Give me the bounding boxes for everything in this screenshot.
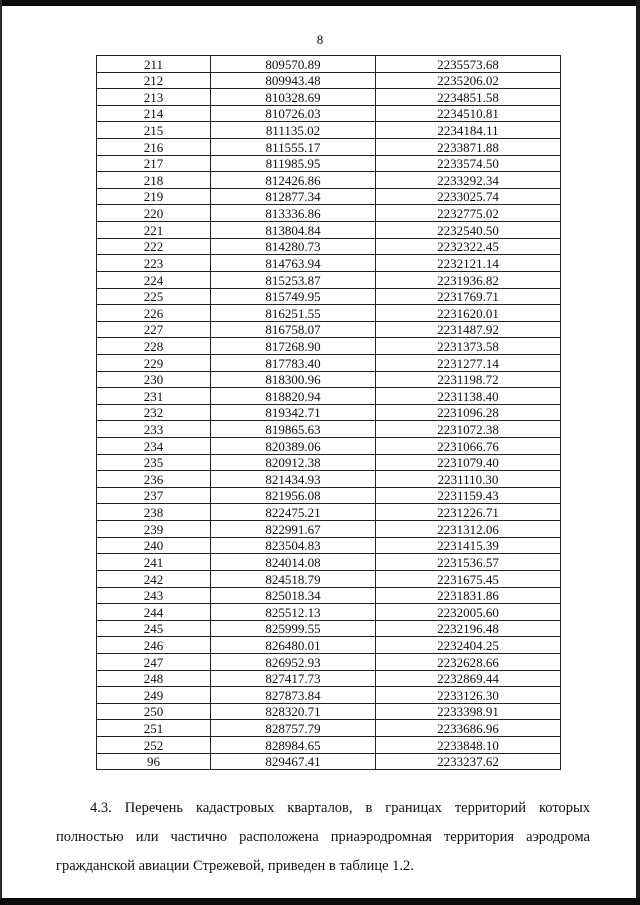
y-coordinate-cell: 2231096.28 <box>376 404 561 421</box>
scan-border-bottom <box>0 898 640 905</box>
y-coordinate-cell: 2231110.30 <box>376 471 561 488</box>
table-row <box>97 487 561 504</box>
point-number-cell: 226 <box>97 305 211 322</box>
y-coordinate-cell: 2231415.39 <box>376 537 561 554</box>
y-coordinate-cell: 2233292.34 <box>376 172 561 189</box>
y-coordinate-cell: 2233848.10 <box>376 736 561 753</box>
x-coordinate-cell: 809943.48 <box>211 72 376 89</box>
scan-border-right <box>636 0 640 905</box>
x-coordinate-cell: 809570.89 <box>211 56 376 73</box>
table-row <box>97 687 561 704</box>
y-coordinate-cell: 2231620.01 <box>376 305 561 322</box>
point-number-cell: 237 <box>97 487 211 504</box>
point-number-cell: 243 <box>97 587 211 604</box>
table-row <box>97 105 561 122</box>
point-number-cell: 218 <box>97 172 211 189</box>
point-number-cell: 236 <box>97 471 211 488</box>
point-number-cell: 245 <box>97 620 211 637</box>
x-coordinate-cell: 815253.87 <box>211 271 376 288</box>
x-coordinate-cell: 824014.08 <box>211 554 376 571</box>
x-coordinate-cell: 825999.55 <box>211 620 376 637</box>
y-coordinate-cell: 2233574.50 <box>376 155 561 172</box>
x-coordinate-cell: 811555.17 <box>211 139 376 156</box>
point-number-cell: 214 <box>97 105 211 122</box>
table-row <box>97 670 561 687</box>
table-row <box>97 604 561 621</box>
y-coordinate-cell: 2232404.25 <box>376 637 561 654</box>
y-coordinate-cell: 2231066.76 <box>376 438 561 455</box>
point-number-cell: 211 <box>97 56 211 73</box>
y-coordinate-cell: 2231072.38 <box>376 421 561 438</box>
table-row <box>97 222 561 239</box>
x-coordinate-cell: 825018.34 <box>211 587 376 604</box>
table-row <box>97 570 561 587</box>
point-number-cell: 217 <box>97 155 211 172</box>
x-coordinate-cell: 821956.08 <box>211 487 376 504</box>
x-coordinate-cell: 820912.38 <box>211 454 376 471</box>
y-coordinate-cell: 2233686.96 <box>376 720 561 737</box>
x-coordinate-cell: 813336.86 <box>211 205 376 222</box>
point-number-cell: 215 <box>97 122 211 139</box>
point-number-cell: 216 <box>97 139 211 156</box>
table-row <box>97 371 561 388</box>
x-coordinate-cell: 827417.73 <box>211 670 376 687</box>
point-number-cell: 225 <box>97 288 211 305</box>
coordinates-table-body <box>97 56 561 770</box>
y-coordinate-cell: 2231487.92 <box>376 321 561 338</box>
x-coordinate-cell: 826480.01 <box>211 637 376 654</box>
y-coordinate-cell: 2231226.71 <box>376 504 561 521</box>
point-number-cell: 96 <box>97 753 211 770</box>
table-row <box>97 388 561 405</box>
y-coordinate-cell: 2233126.30 <box>376 687 561 704</box>
y-coordinate-cell: 2231675.45 <box>376 570 561 587</box>
point-number-cell: 224 <box>97 271 211 288</box>
table-row <box>97 404 561 421</box>
point-number-cell: 250 <box>97 703 211 720</box>
x-coordinate-cell: 817268.90 <box>211 338 376 355</box>
x-coordinate-cell: 814763.94 <box>211 255 376 272</box>
table-row <box>97 471 561 488</box>
table-row <box>97 753 561 770</box>
y-coordinate-cell: 2231769.71 <box>376 288 561 305</box>
table-row <box>97 736 561 753</box>
table-row <box>97 155 561 172</box>
table-row <box>97 587 561 604</box>
y-coordinate-cell: 2231831.86 <box>376 587 561 604</box>
y-coordinate-cell: 2231936.82 <box>376 271 561 288</box>
point-number-cell: 222 <box>97 238 211 255</box>
x-coordinate-cell: 824518.79 <box>211 570 376 587</box>
x-coordinate-cell: 811135.02 <box>211 122 376 139</box>
x-coordinate-cell: 822991.67 <box>211 521 376 538</box>
x-coordinate-cell: 811985.95 <box>211 155 376 172</box>
table-row <box>97 504 561 521</box>
table-row <box>97 305 561 322</box>
x-coordinate-cell: 817783.40 <box>211 354 376 371</box>
table-row <box>97 288 561 305</box>
point-number-cell: 212 <box>97 72 211 89</box>
x-coordinate-cell: 827873.84 <box>211 687 376 704</box>
point-number-cell: 227 <box>97 321 211 338</box>
x-coordinate-cell: 816758.07 <box>211 321 376 338</box>
scan-border-left <box>0 0 2 905</box>
x-coordinate-cell: 823504.83 <box>211 537 376 554</box>
y-coordinate-cell: 2231373.58 <box>376 338 561 355</box>
x-coordinate-cell: 812877.34 <box>211 188 376 205</box>
point-number-cell: 230 <box>97 371 211 388</box>
point-number-cell: 220 <box>97 205 211 222</box>
page-number: 8 <box>316 32 324 47</box>
y-coordinate-cell: 2235206.02 <box>376 72 561 89</box>
point-number-cell: 240 <box>97 537 211 554</box>
point-number-cell: 233 <box>97 421 211 438</box>
table-row <box>97 720 561 737</box>
table-row <box>97 172 561 189</box>
point-number-cell: 246 <box>97 637 211 654</box>
table-row <box>97 438 561 455</box>
point-number-cell: 229 <box>97 354 211 371</box>
point-number-cell: 244 <box>97 604 211 621</box>
table-row <box>97 354 561 371</box>
y-coordinate-cell: 2231198.72 <box>376 371 561 388</box>
table-row <box>97 653 561 670</box>
point-number-cell: 223 <box>97 255 211 272</box>
paragraph-text: 4.3. Перечень кадастровых кварталов, в границах территорий которых полностью или частично расположена приаэродромная территория аэродрома гражданской авиации Стрежевой, приведен в таблице 1.2. <box>56 800 590 874</box>
y-coordinate-cell: 2234184.11 <box>376 122 561 139</box>
x-coordinate-cell: 825512.13 <box>211 604 376 621</box>
point-number-cell: 242 <box>97 570 211 587</box>
y-coordinate-cell: 2232628.66 <box>376 653 561 670</box>
point-number-cell: 241 <box>97 554 211 571</box>
y-coordinate-cell: 2231138.40 <box>376 388 561 405</box>
x-coordinate-cell: 814280.73 <box>211 238 376 255</box>
y-coordinate-cell: 2233237.62 <box>376 753 561 770</box>
point-number-cell: 228 <box>97 338 211 355</box>
table-row <box>97 454 561 471</box>
table-row <box>97 72 561 89</box>
point-number-cell: 252 <box>97 736 211 753</box>
table-row <box>97 238 561 255</box>
x-coordinate-cell: 819865.63 <box>211 421 376 438</box>
y-coordinate-cell: 2232869.44 <box>376 670 561 687</box>
y-coordinate-cell: 2234510.81 <box>376 105 561 122</box>
table-row <box>97 338 561 355</box>
paragraph-4-3 <box>56 794 590 881</box>
table-row <box>97 703 561 720</box>
table-row <box>97 205 561 222</box>
table-row <box>97 637 561 654</box>
point-number-cell: 251 <box>97 720 211 737</box>
x-coordinate-cell: 819342.71 <box>211 404 376 421</box>
x-coordinate-cell: 816251.55 <box>211 305 376 322</box>
scan-border-top <box>0 0 640 6</box>
x-coordinate-cell: 821434.93 <box>211 471 376 488</box>
point-number-cell: 238 <box>97 504 211 521</box>
y-coordinate-cell: 2232121.14 <box>376 255 561 272</box>
table-row <box>97 122 561 139</box>
x-coordinate-cell: 820389.06 <box>211 438 376 455</box>
table-row <box>97 521 561 538</box>
y-coordinate-cell: 2233398.91 <box>376 703 561 720</box>
x-coordinate-cell: 818820.94 <box>211 388 376 405</box>
y-coordinate-cell: 2231159.43 <box>376 487 561 504</box>
table-row <box>97 537 561 554</box>
table-row <box>97 139 561 156</box>
point-number-cell: 249 <box>97 687 211 704</box>
coordinates-table <box>96 55 561 770</box>
point-number-cell: 247 <box>97 653 211 670</box>
x-coordinate-cell: 810328.69 <box>211 89 376 106</box>
x-coordinate-cell: 812426.86 <box>211 172 376 189</box>
x-coordinate-cell: 813804.84 <box>211 222 376 239</box>
table-row <box>97 321 561 338</box>
y-coordinate-cell: 2235573.68 <box>376 56 561 73</box>
y-coordinate-cell: 2232005.60 <box>376 604 561 621</box>
table-row <box>97 89 561 106</box>
point-number-cell: 248 <box>97 670 211 687</box>
table-row <box>97 188 561 205</box>
x-coordinate-cell: 828984.65 <box>211 736 376 753</box>
point-number-cell: 213 <box>97 89 211 106</box>
point-number-cell: 235 <box>97 454 211 471</box>
point-number-cell: 219 <box>97 188 211 205</box>
x-coordinate-cell: 826952.93 <box>211 653 376 670</box>
table-row <box>97 421 561 438</box>
x-coordinate-cell: 818300.96 <box>211 371 376 388</box>
y-coordinate-cell: 2233025.74 <box>376 188 561 205</box>
y-coordinate-cell: 2232540.50 <box>376 222 561 239</box>
y-coordinate-cell: 2231079.40 <box>376 454 561 471</box>
y-coordinate-cell: 2232322.45 <box>376 238 561 255</box>
y-coordinate-cell: 2232775.02 <box>376 205 561 222</box>
x-coordinate-cell: 828320.71 <box>211 703 376 720</box>
table-row <box>97 620 561 637</box>
y-coordinate-cell: 2231312.06 <box>376 521 561 538</box>
x-coordinate-cell: 822475.21 <box>211 504 376 521</box>
y-coordinate-cell: 2231277.14 <box>376 354 561 371</box>
x-coordinate-cell: 828757.79 <box>211 720 376 737</box>
table-row <box>97 255 561 272</box>
table-row <box>97 56 561 73</box>
y-coordinate-cell: 2234851.58 <box>376 89 561 106</box>
point-number-cell: 221 <box>97 222 211 239</box>
table-row <box>97 554 561 571</box>
point-number-cell: 234 <box>97 438 211 455</box>
point-number-cell: 232 <box>97 404 211 421</box>
table-row <box>97 271 561 288</box>
point-number-cell: 239 <box>97 521 211 538</box>
x-coordinate-cell: 810726.03 <box>211 105 376 122</box>
y-coordinate-cell: 2233871.88 <box>376 139 561 156</box>
y-coordinate-cell: 2232196.48 <box>376 620 561 637</box>
y-coordinate-cell: 2231536.57 <box>376 554 561 571</box>
x-coordinate-cell: 815749.95 <box>211 288 376 305</box>
x-coordinate-cell: 829467.41 <box>211 753 376 770</box>
point-number-cell: 231 <box>97 388 211 405</box>
